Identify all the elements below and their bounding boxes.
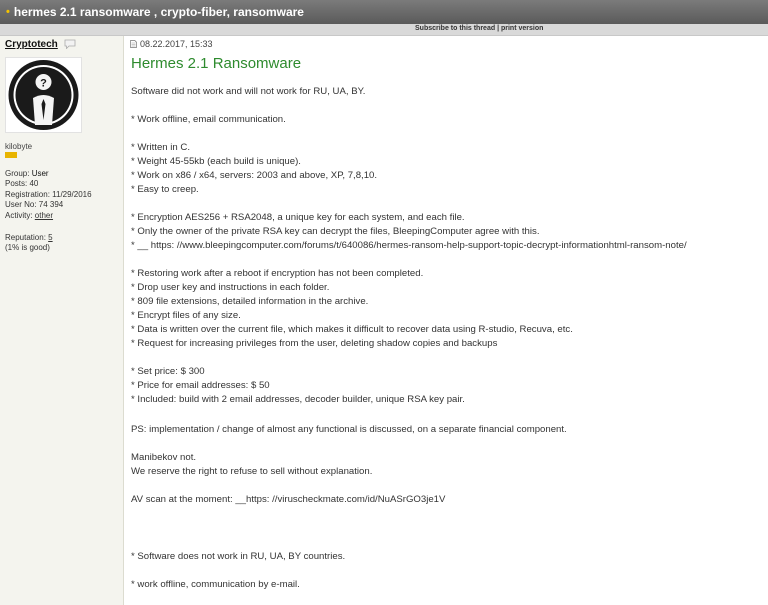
reputation-note: (1% is good) bbox=[5, 243, 50, 253]
post-date: 08.22.2017, 15:33 bbox=[140, 39, 213, 49]
post-line: We reserve the right to refuse to sell without explanation. bbox=[131, 466, 373, 477]
post-line: PS: implementation / change of almost any functional is discussed, on a separate financial component. bbox=[131, 424, 567, 435]
post-line: * work offline, communication by e-mail. bbox=[131, 579, 300, 590]
author-activity: Activity: other bbox=[5, 210, 54, 220]
post-line: * Encryption AES256 + RSA2048, a unique key for each system, and each file. bbox=[131, 212, 465, 223]
thread-options bbox=[415, 25, 543, 32]
post-line: Manibekov not. bbox=[131, 452, 197, 463]
post-line: * Drop user key and instructions in each folder. bbox=[131, 282, 330, 293]
post-line: * Request for increasing privileges from the user, deleting shadow copies and backups bbox=[131, 338, 498, 349]
avatar bbox=[5, 57, 82, 133]
thread-title-bar bbox=[0, 0, 768, 24]
post-line: * Weight 45-55kb (each build is unique). bbox=[131, 156, 301, 167]
post-line: * Easy to creep. bbox=[131, 184, 199, 195]
author-group: Group: User bbox=[5, 169, 49, 178]
post-line: * Included: build with 2 email addresses, decoder builder, unique RSA key pair. bbox=[131, 394, 465, 405]
author-reputation: Reputation: 5 (1% is good) bbox=[5, 233, 53, 253]
author-sidebar bbox=[0, 36, 124, 605]
author-posts: Posts: 40 bbox=[5, 179, 39, 189]
reputation-link[interactable]: 5 bbox=[48, 233, 53, 242]
author-rank: kilobyte bbox=[5, 142, 33, 151]
post-line: * __ https: //www.bleepingcomputer.com/forums/t/640086/hermes-ransom-help-support-topic-decrypt-informationhtml-ransom-note/ bbox=[131, 240, 687, 251]
post-title: Hermes 2.1 Ransomware bbox=[131, 55, 302, 72]
post-line: * Written in C. bbox=[131, 142, 191, 153]
post-line: * Only the owner of the private RSA key can decrypt the files, BleepingComputer agree with this. bbox=[131, 226, 540, 237]
post-document-icon bbox=[130, 40, 137, 48]
post-line: * Encrypt files of any size. bbox=[131, 310, 241, 321]
post-line: * Work on x86 / x64, servers: 2003 and above, XP, 7,8,10. bbox=[131, 170, 378, 181]
post-line: AV scan at the moment: __https: //viruscheckmate.com/id/NuASrGO3je1V bbox=[131, 494, 446, 505]
svg-text:?: ? bbox=[40, 77, 47, 90]
subscribe-link[interactable]: Subscribe to this thread bbox=[415, 25, 496, 32]
post-line: * Restoring work after a reboot if encryption has not been completed. bbox=[131, 268, 424, 279]
post-line: Software did not work and will not work for RU, UA, BY. bbox=[131, 86, 366, 97]
post-line: * Software does not work in RU, UA, BY countries. bbox=[131, 551, 346, 562]
post-line: * Price for email addresses: $ 50 bbox=[131, 380, 270, 391]
thread-options-bar bbox=[0, 24, 768, 36]
print-version-link[interactable]: print version bbox=[500, 25, 544, 32]
author-username[interactable]: Cryptotech bbox=[5, 39, 58, 50]
post-line: * 809 file extensions, detailed information in the archive. bbox=[131, 296, 369, 307]
author-registration: Registration: 11/29/2016 bbox=[5, 189, 92, 199]
bullet-icon: • bbox=[6, 6, 10, 18]
author-user-no: User No: 74 394 bbox=[5, 200, 64, 210]
rank-badge bbox=[5, 152, 17, 158]
post-meta bbox=[130, 39, 213, 49]
post-line: * Work offline, email communication. bbox=[131, 114, 286, 125]
post-line: * Data is written over the current file, which makes it difficult to recover data using R-studio, Recuva, etc. bbox=[131, 324, 573, 335]
anonymous-mask-icon bbox=[6, 58, 81, 132]
private-message-icon[interactable] bbox=[64, 39, 76, 49]
options-separator: | bbox=[495, 25, 501, 32]
post-line: * Set price: $ 300 bbox=[131, 366, 205, 377]
author-stats bbox=[5, 169, 92, 221]
thread-title: hermes 2.1 ransomware , crypto-fiber, ransomware bbox=[13, 5, 304, 19]
activity-link[interactable]: other bbox=[34, 210, 54, 220]
